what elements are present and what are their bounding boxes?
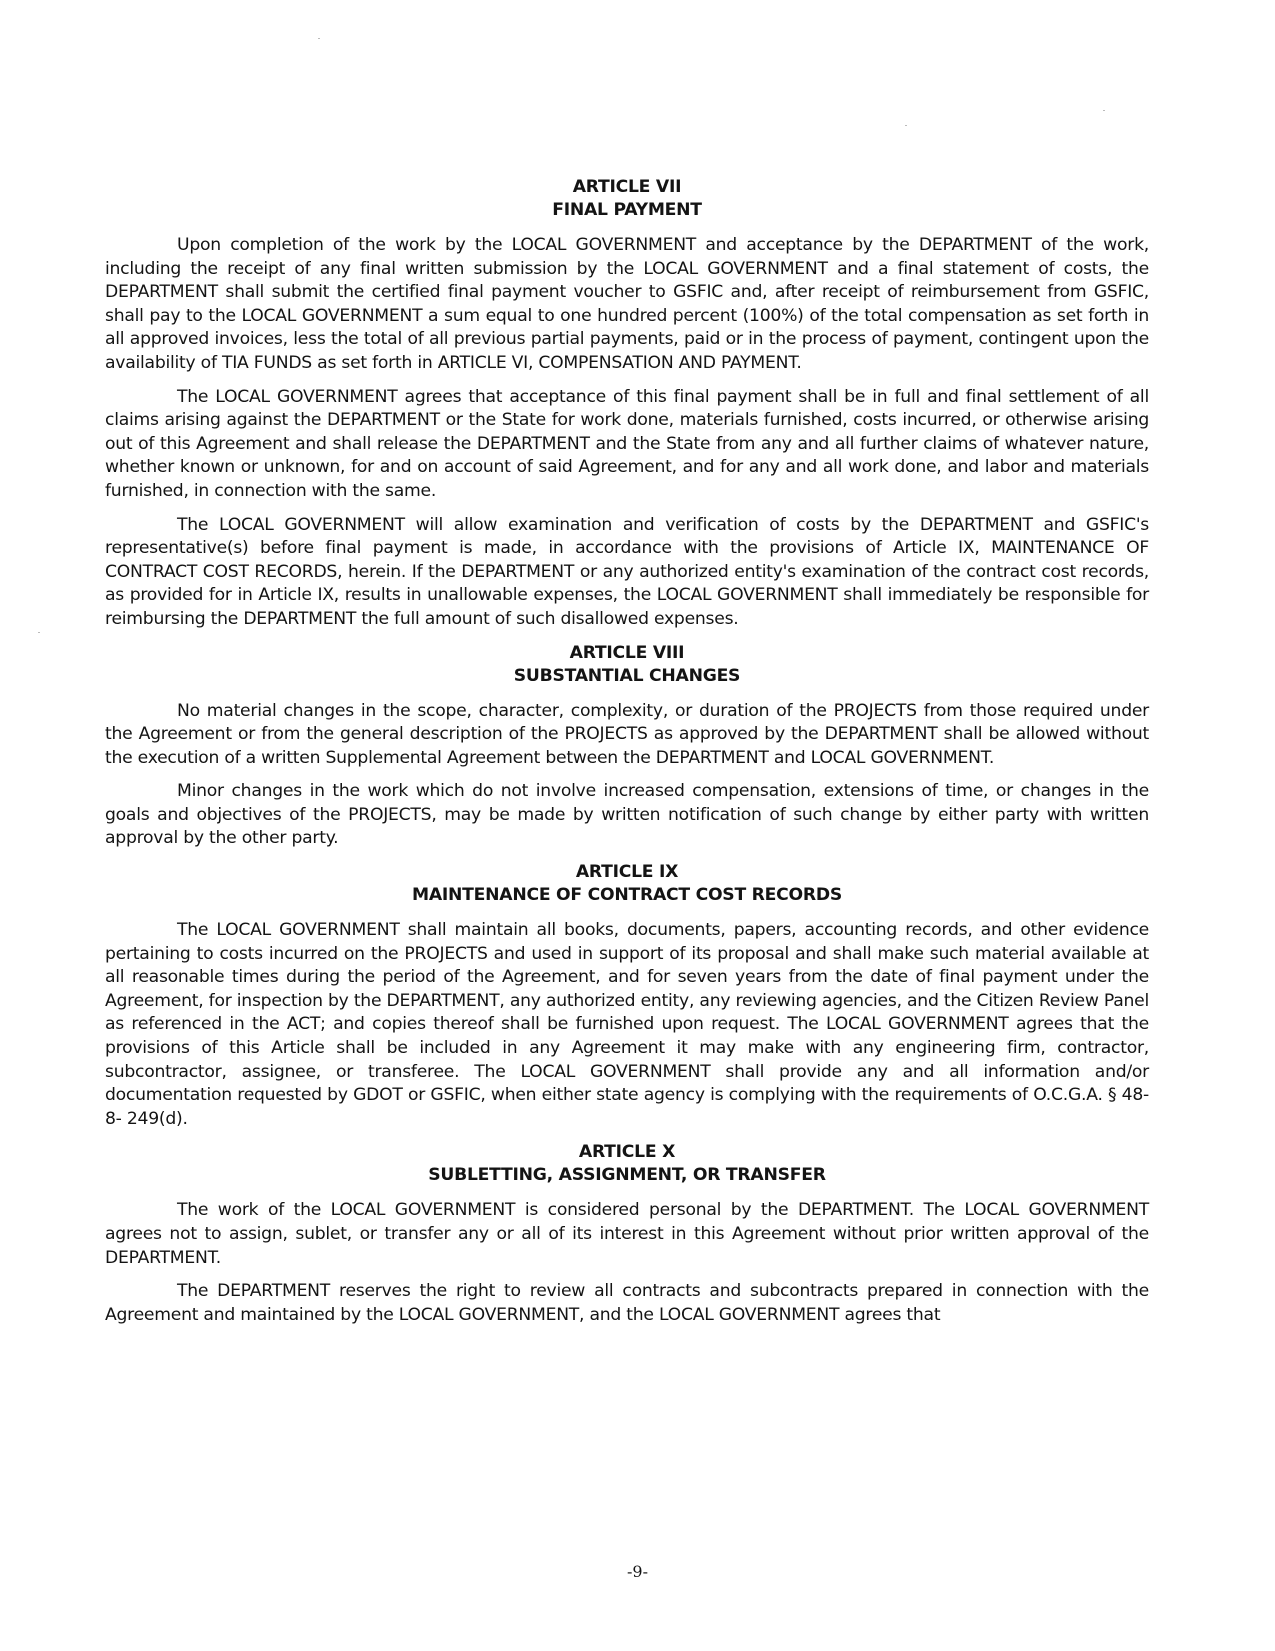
article-title: FINAL PAYMENT	[552, 200, 702, 220]
paragraph: The DEPARTMENT reserves the right to review all contracts and subcontracts prepared in connection with the Agreement and maintained by the LOCAL GOVERNMENT, and the LOCAL GOVERNMENT agrees that	[105, 1281, 1149, 1325]
article-vii	[105, 176, 1149, 632]
paragraph: Minor changes in the work which do not involve increased compensation, extensions of time, or changes in the goals and objectives of the PROJECTS, may be made by written notification of such change by either party with written approval by the other party.	[105, 781, 1149, 849]
paragraph: The work of the LOCAL GOVERNMENT is considered personal by the DEPARTMENT. The LOCAL GOVERNMENT agrees not to assign, sublet, or transfer any or all of its interest in this Agreement without prior written approval of the DEPARTMENT.	[105, 1200, 1149, 1268]
scan-speck	[1103, 110, 1105, 111]
article-title: SUBLETTING, ASSIGNMENT, OR TRANSFER	[428, 1165, 826, 1186]
article-heading	[105, 861, 1149, 907]
article-ix	[105, 861, 1149, 1131]
scan-speck	[38, 632, 40, 633]
article-number: ARTICLE VII	[572, 177, 682, 197]
scan-speck	[905, 125, 907, 126]
article-title: SUBSTANTIAL CHANGES	[513, 665, 741, 686]
article-heading	[105, 642, 1149, 688]
paragraph: The LOCAL GOVERNMENT will allow examination and verification of costs by the DEPARTMENT and GSFIC's representative(s) before final payment is made, in accordance with the provisions of Article IX, MAINTENANCE OF CONTRACT COST RECORDS, herein. If the DEPARTMENT or any authorized entity's examination of the contract cost records, as provided for in Article IX, results in unallowable expenses, the LOCAL GOVERNMENT shall immediately be responsible for reimbursing the DEPARTMENT the full amount of such disallowed expenses.	[105, 514, 1149, 629]
article-heading	[105, 1141, 1149, 1187]
paragraph: The LOCAL GOVERNMENT shall maintain all books, documents, papers, accounting records, and other evidence pertaining to costs incurred on the PROJECTS and used in support of its proposal and shall make such material available at all reasonable times during the period of the Agreement, and for seven years from the date of final payment under the Agreement, for inspection by the DEPARTMENT, any authorized entity, any reviewing agencies, and the Citizen Review Panel as referenced in the ACT; and copies thereof shall be furnished upon request. The LOCAL GOVERNMENT agrees that the provisions of this Article shall be included in any Agreement it may make with any engineering firm, contractor, subcontractor, assignee, or transferee. The LOCAL GOVERNMENT shall provide any and all information and/or documentation requested by GDOT or GSFIC, when either state agency is complying with the requirements of O.C.G.A. § 48- 8- 249(d).	[105, 920, 1149, 1129]
article-title: MAINTENANCE OF CONTRACT COST RECORDS	[412, 885, 842, 906]
page-number: -9-	[627, 1562, 648, 1581]
paragraph: Upon completion of the work by the LOCAL GOVERNMENT and acceptance by the DEPARTMENT of the work, including the receipt of any final written submission by the LOCAL GOVERNMENT and a final statement of costs, the DEPARTMENT shall submit the certified final payment voucher to GSFIC and, after receipt of reimbursement from GSFIC, shall pay to the LOCAL GOVERNMENT a sum equal to one hundred percent (100%) of the total compensation as set forth in all approved invoices, less the total of all previous partial payments, paid or in the process of payment, contingent upon the availability of TIA FUNDS as set forth in ARTICLE VI, COMPENSATION AND PAYMENT.	[105, 235, 1149, 373]
article-x	[105, 1141, 1149, 1327]
article-number: ARTICLE IX	[575, 862, 679, 883]
scan-speck	[318, 38, 320, 39]
document-body	[105, 176, 1149, 1337]
article-number: ARTICLE VIII	[569, 642, 685, 663]
article-viii	[105, 642, 1149, 852]
article-number: ARTICLE X	[578, 1142, 676, 1163]
article-heading	[105, 176, 1149, 222]
paragraph: The LOCAL GOVERNMENT agrees that acceptance of this final payment shall be in full and final settlement of all claims arising against the DEPARTMENT or the State for work done, materials furnished, costs incurred, or otherwise arising out of this Agreement and shall release the DEPARTMENT and the State from any and all further claims of whatever nature, whether known or unknown, for and on account of said Agreement, and for any and all work done, and labor and materials furnished, in connection with the same.	[105, 386, 1149, 501]
paragraph: No material changes in the scope, character, complexity, or duration of the PROJECTS from those required under the Agreement or from the general description of the PROJECTS as approved by the DEPARTMENT shall be allowed without the execution of a written Supplemental Agreement between the DEPARTMENT and LOCAL GOVERNMENT.	[105, 700, 1149, 768]
